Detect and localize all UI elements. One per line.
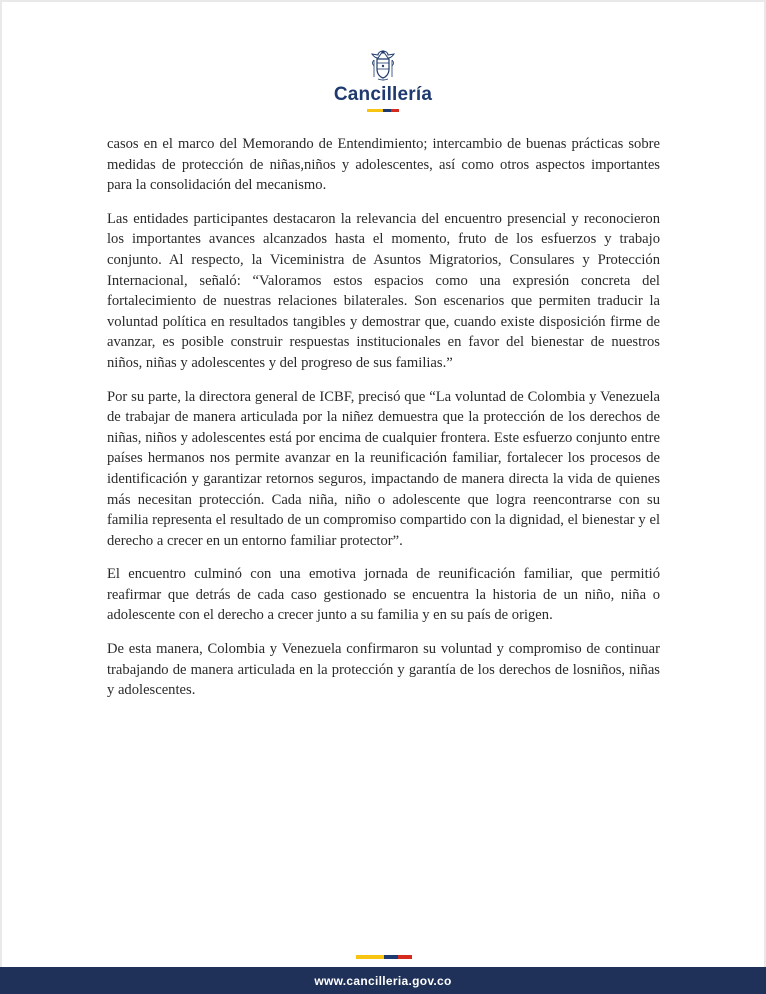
footer-bar (0, 967, 766, 994)
document-body (107, 134, 660, 714)
paragraph: De esta manera, Colombia y Venezuela confirmaron su voluntad y compromiso de continuar trabajando de manera articulada en la protección y garantía de los derechos de losniños, niñas y adolescentes. (107, 641, 660, 699)
brand-name: Cancillería (333, 84, 433, 105)
paragraph: Por su parte, la directora general de ICBF, precisó que “La voluntad de Colombia y Venezuela de trabajar de manera articulada por la niñez demuestra que la protección de los derechos de niñas, niños y adolescentes está por encima de cualquier frontera. Este esfuerzo conjunto entre países hermanos nos permite avanzar en la reunificación familiar, fortalecer los procesos de identificación y garantizar retornos seguros, impactando de manera directa la vida de quienes más necesitan protección. Cada niña, niño o adolescente que logra reencontrarse con su familia representa el resultado de un compromiso compartido con la dignidad, el bienestar y el derecho a crecer en un entorno familiar protector”. (107, 388, 660, 549)
footer-flag-stripe (356, 955, 412, 959)
website-link[interactable]: www.cancilleria.gov.co (314, 973, 452, 988)
colombia-coat-of-arms-icon (369, 48, 397, 82)
paragraph: El encuentro culminó con una emotiva jornada de reunificación familiar, que permitió reafirmar que detrás de cada caso gestionado se encuentra la historia de un niño, niña o adolescente con el derecho a crecer junto a su familia y en su país de origen. (107, 566, 660, 624)
flag-stripe (0, 109, 766, 112)
paragraph: Las entidades participantes destacaron la relevancia del encuentro presencial y reconocieron los importantes avances alcanzados hasta el momento, fruto de los esfuerzos y trabajo conjunto. Al respecto, la Viceministra de Asuntos Migratorios, Consulares y Protección Internacional, señaló: “Valoramos estos espacios como una expresión concreta del fortalecimiento de nuestras relaciones bilaterales. Son escenarios que permiten traducir la voluntad política en resultados tangibles y demostrar que, cuando existe disposición firme de avanzar, es posible construir respuestas institucionales en favor del bienestar de nuestros niños, niñas y adolescentes y del progreso de sus familias.” (107, 210, 660, 371)
paragraph: casos en el marco del Memorando de Entendimiento; intercambio de buenas prácticas sobre medidas de protección de niñas,niños y adolescentes, así como otros aspectos importantes para la consolidación del mecanismo. (107, 136, 660, 194)
letterhead (0, 48, 766, 112)
